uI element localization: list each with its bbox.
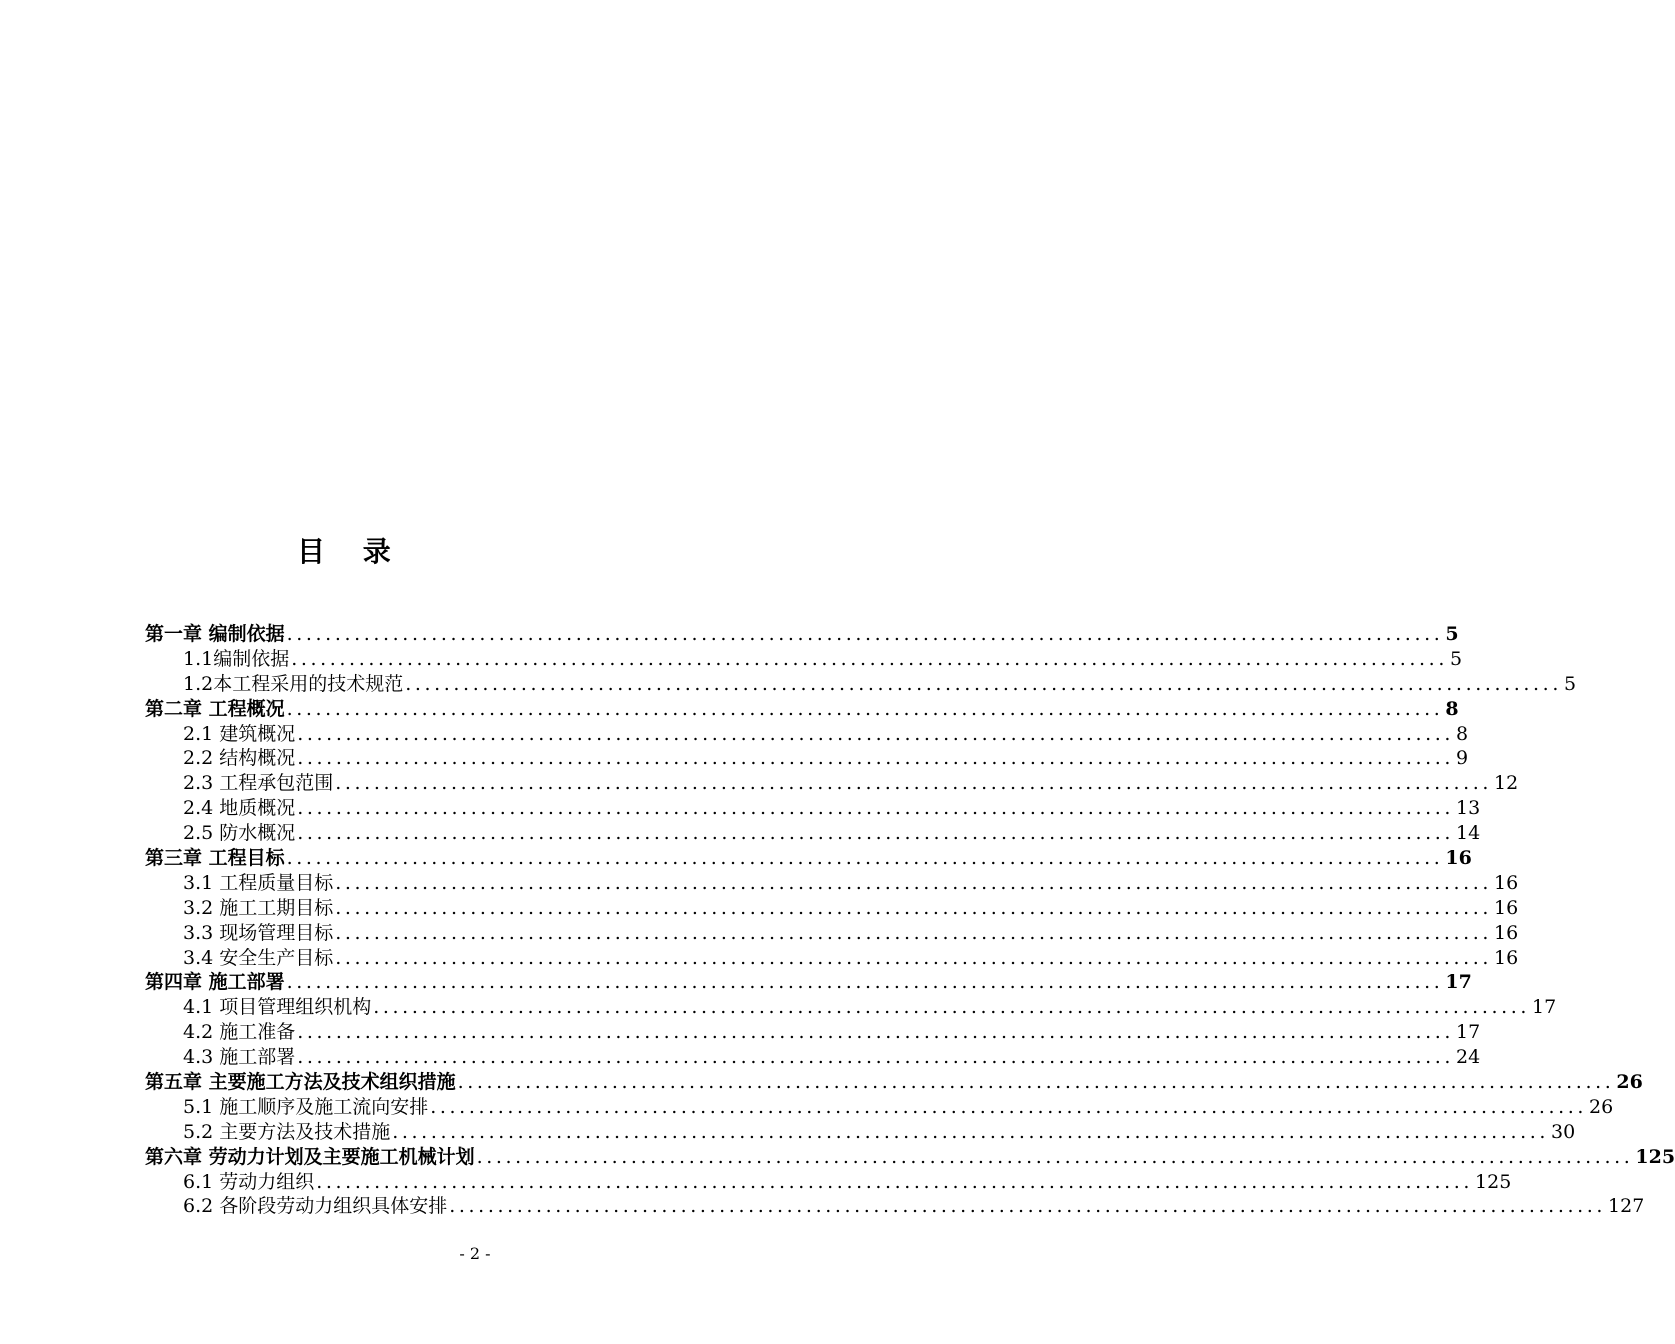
toc-entry-page: 8	[1445, 697, 1459, 720]
toc-entry-label: 5.1 施工顺序及施工流向安排	[183, 1095, 429, 1118]
toc-leader-dots: ........................................................................................................................	[373, 996, 1531, 1019]
toc-leader-dots: ........................................................................................................................	[405, 672, 1562, 695]
toc-entry-page: 16	[1494, 896, 1519, 919]
toc-leader-dots: ........................................................................................................................	[392, 1120, 1550, 1143]
toc-chapter-entry[interactable]	[145, 846, 1472, 871]
toc-chapter-entry[interactable]	[145, 1145, 1675, 1170]
toc-entry-page: 9	[1456, 747, 1469, 770]
toc-entry-page: 24	[1456, 1046, 1481, 1069]
toc-entry-page: 12	[1494, 772, 1519, 795]
toc-leader-dots: ........................................................................................................................	[335, 946, 1493, 969]
toc-section-entry[interactable]	[145, 1095, 1614, 1120]
toc-leader-dots: ........................................................................................................................	[286, 971, 1444, 994]
toc-section-entry[interactable]	[145, 921, 1519, 946]
toc-entry-page: 5	[1563, 672, 1577, 695]
toc-section-entry[interactable]	[145, 647, 1463, 672]
toc-chapter-entry[interactable]	[145, 970, 1472, 995]
toc-section-entry[interactable]	[145, 746, 1469, 771]
toc-entry-page: 16	[1445, 847, 1472, 870]
toc-entry-label: 第五章 主要施工方法及技术组织措施	[145, 1071, 456, 1094]
toc-entry-page: 26	[1616, 1071, 1643, 1094]
toc-section-entry[interactable]	[145, 995, 1557, 1020]
toc-section-entry[interactable]	[145, 672, 1577, 697]
toc-section-entry[interactable]	[145, 871, 1519, 896]
toc-entry-label: 3.3 现场管理目标	[183, 921, 334, 944]
toc-section-entry[interactable]	[145, 946, 1519, 971]
toc-leader-dots: ........................................................................................................................	[291, 647, 1448, 670]
toc-entry-label: 第一章 编制依据	[145, 623, 285, 645]
toc-entry-label: 6.2 各阶段劳动力组织具体安排	[183, 1195, 448, 1218]
toc-leader-dots: ........................................................................................................................	[297, 747, 1455, 770]
toc-entry-label: 5.2 主要方法及技术措施	[183, 1120, 391, 1143]
toc-entry-label: 4.1 项目管理组织机构	[183, 996, 372, 1019]
toc-section-entry[interactable]	[145, 1194, 1645, 1219]
toc-entry-page: 8	[1456, 722, 1469, 745]
toc-entry-label: 2.5 防水概况	[183, 822, 296, 845]
toc-chapter-entry[interactable]	[145, 1070, 1643, 1095]
toc-entry-page: 127	[1608, 1195, 1645, 1218]
toc-section-entry[interactable]	[145, 1020, 1481, 1045]
toc-entry-page: 17	[1445, 971, 1472, 994]
toc-leader-dots: ........................................................................................................................	[476, 1145, 1634, 1168]
toc-entry-page: 14	[1456, 822, 1481, 845]
toc-leader-dots: ........................................................................................................................	[286, 623, 1444, 645]
toc-entry-page: 16	[1494, 871, 1519, 894]
toc-entry-label: 4.2 施工准备	[183, 1021, 296, 1044]
toc-leader-dots: ........................................................................................................................	[286, 847, 1444, 870]
toc-entry-label: 4.3 施工部署	[183, 1046, 296, 1069]
toc-section-entry[interactable]	[145, 771, 1519, 796]
toc-entry-label: 2.1 建筑概况	[183, 722, 296, 745]
toc-section-entry[interactable]	[145, 796, 1481, 821]
page-number: - 2 -	[459, 1244, 491, 1263]
toc-leader-dots: ........................................................................................................................	[335, 871, 1493, 894]
toc-leader-dots: ........................................................................................................................	[297, 722, 1455, 745]
toc-entry-label: 2.3 工程承包范围	[183, 772, 334, 795]
toc-entry-label: 2.2 结构概况	[183, 747, 296, 770]
toc-entry-page: 13	[1456, 797, 1481, 820]
toc-leader-dots: ........................................................................................................................	[457, 1071, 1615, 1094]
toc-leader-dots: ........................................................................................................................	[430, 1095, 1588, 1118]
toc-section-entry[interactable]	[145, 1045, 1481, 1070]
toc-leader-dots: ........................................................................................................................	[335, 896, 1493, 919]
toc-entry-label: 3.4 安全生产目标	[183, 946, 334, 969]
toc-section-entry[interactable]	[145, 896, 1519, 921]
toc-entry-page: 30	[1551, 1120, 1576, 1143]
toc-title: 目 录	[297, 535, 405, 568]
toc-entry-label: 2.4 地质概况	[183, 797, 296, 820]
toc-leader-dots: ........................................................................................................................	[286, 697, 1444, 720]
toc-leader-dots: ........................................................................................................................	[297, 1046, 1455, 1069]
toc-entry-label: 第三章 工程目标	[145, 847, 285, 870]
toc-leader-dots: ........................................................................................................................	[316, 1170, 1474, 1193]
table-of-contents	[145, 622, 1675, 1219]
toc-leader-dots: ........................................................................................................................	[297, 1021, 1455, 1044]
toc-chapter-entry[interactable]	[145, 697, 1459, 722]
toc-entry-page: 16	[1494, 921, 1519, 944]
toc-entry-label: 第四章 施工部署	[145, 971, 285, 994]
toc-entry-page: 16	[1494, 946, 1519, 969]
toc-section-entry[interactable]	[145, 722, 1469, 747]
toc-entry-label: 3.2 施工工期目标	[183, 896, 334, 919]
toc-entry-page: 5	[1445, 623, 1459, 645]
toc-entry-page: 26	[1589, 1095, 1614, 1118]
toc-leader-dots: ........................................................................................................................	[335, 921, 1493, 944]
toc-section-entry[interactable]	[145, 1170, 1512, 1195]
toc-entry-label: 第二章 工程概况	[145, 697, 285, 720]
toc-leader-dots: ........................................................................................................................	[449, 1195, 1607, 1218]
toc-entry-page: 17	[1532, 996, 1557, 1019]
toc-entry-label: 第六章 劳动力计划及主要施工机械计划	[145, 1145, 475, 1168]
toc-leader-dots: ........................................................................................................................	[297, 797, 1455, 820]
toc-entry-page: 5	[1449, 647, 1463, 670]
toc-entry-page: 17	[1456, 1021, 1481, 1044]
toc-leader-dots: ........................................................................................................................	[297, 822, 1455, 845]
toc-entry-page: 125	[1635, 1145, 1675, 1168]
toc-entry-label: 3.1 工程质量目标	[183, 871, 334, 894]
toc-chapter-entry[interactable]	[145, 622, 1459, 647]
toc-leader-dots: ........................................................................................................................	[335, 772, 1493, 795]
toc-section-entry[interactable]	[145, 821, 1481, 846]
toc-entry-label: 1.1编制依据	[183, 647, 290, 670]
toc-section-entry[interactable]	[145, 1120, 1576, 1145]
toc-entry-label: 1.2本工程采用的技术规范	[183, 672, 404, 695]
toc-entry-label: 6.1 劳动力组织	[183, 1170, 315, 1193]
toc-entry-page: 125	[1475, 1170, 1512, 1193]
